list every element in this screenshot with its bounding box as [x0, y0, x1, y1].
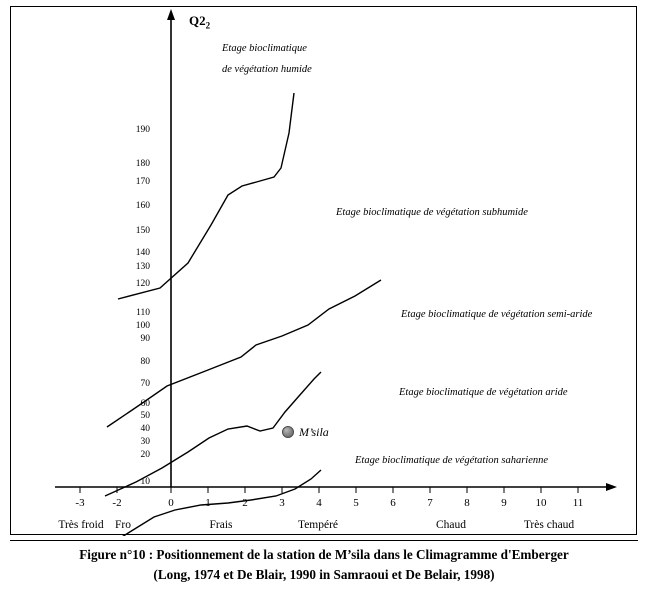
climate-band-fro: Fro	[115, 519, 131, 531]
x-tick-6: 6	[390, 497, 396, 509]
y-axis-title: $Q2_2$	[189, 13, 211, 31]
y-tick-90: 90	[140, 334, 150, 344]
climate-band-tempere: Tempéré	[297, 519, 339, 531]
x-tick-8: 8	[464, 497, 470, 509]
x-tick-minus3: -3	[75, 497, 85, 509]
x-tick-11: 11	[572, 497, 584, 509]
x-tick-10: 10	[535, 497, 547, 509]
x-tick-9: 9	[501, 497, 507, 509]
y-tick-170: 170	[135, 177, 150, 187]
zone-label-humide-line1: Etage bioclimatique	[222, 43, 307, 54]
chart-frame	[10, 6, 637, 535]
y-tick-50: 50	[140, 411, 150, 421]
y-tick-110: 110	[136, 308, 150, 318]
x-tick-marks	[80, 487, 578, 493]
y-tick-70: 70	[140, 379, 150, 389]
y-tick-60: 60	[140, 399, 150, 409]
y-tick-180: 180	[135, 159, 150, 169]
climate-band-chaud: Chaud	[435, 519, 467, 531]
x-tick-1: 1	[205, 497, 211, 509]
y-tick-40: 40	[140, 424, 150, 434]
x-tick-minus2: -2	[112, 497, 122, 509]
station-marker-msila[interactable]	[282, 426, 294, 438]
y-tick-190: 190	[135, 125, 150, 135]
figure-caption	[10, 540, 638, 585]
y-tick-30: 30	[140, 437, 150, 447]
y-tick-160: 160	[135, 201, 150, 211]
y-axis-title-subscript: 2	[205, 20, 211, 31]
x-tick-7: 7	[427, 497, 433, 509]
zone-label-semi-aride: Etage bioclimatique de végétation semi-aride	[401, 309, 593, 320]
zone-label-aride: Etage bioclimatique de végétation aride	[399, 387, 568, 398]
y-tick-120: 120	[135, 279, 150, 289]
climate-band-frais: Frais	[209, 519, 233, 531]
zone-label-subhumide: Etage bioclimatique de végétation subhumide	[336, 207, 528, 218]
x-tick-0: 0	[168, 497, 174, 509]
y-tick-20: 20	[140, 450, 150, 460]
y-tick-100: 100	[135, 321, 150, 331]
y-tick-10: 10	[140, 477, 150, 487]
station-label-msila: M’sila	[299, 425, 329, 439]
caption-line-1: Figure n°10 : Positionnement de la station de M’sila dans le Climagramme d'Emberger	[79, 547, 569, 562]
y-tick-130: 130	[135, 262, 150, 272]
x-tick-2: 2	[242, 497, 248, 509]
y-tick-80: 80	[140, 357, 150, 367]
x-tick-4: 4	[316, 497, 322, 509]
y-tick-150: 150	[135, 226, 150, 236]
caption-rule	[10, 540, 638, 541]
y-tick-140: 140	[135, 248, 150, 258]
zone-label-saharienne: Etage bioclimatique de végétation saharienne	[355, 455, 549, 466]
x-tick-5: 5	[353, 497, 359, 509]
zone-label-humide-line2: de végétation humide	[222, 64, 312, 75]
caption-line-2: (Long, 1974 et De Blair, 1990 in Samraoui et De Belair, 1998)	[153, 567, 495, 582]
x-tick-3: 3	[279, 497, 285, 509]
climate-band-tres-chaud: Très chaud	[523, 519, 575, 531]
climate-band-tres-froid: Très froid	[58, 519, 104, 531]
